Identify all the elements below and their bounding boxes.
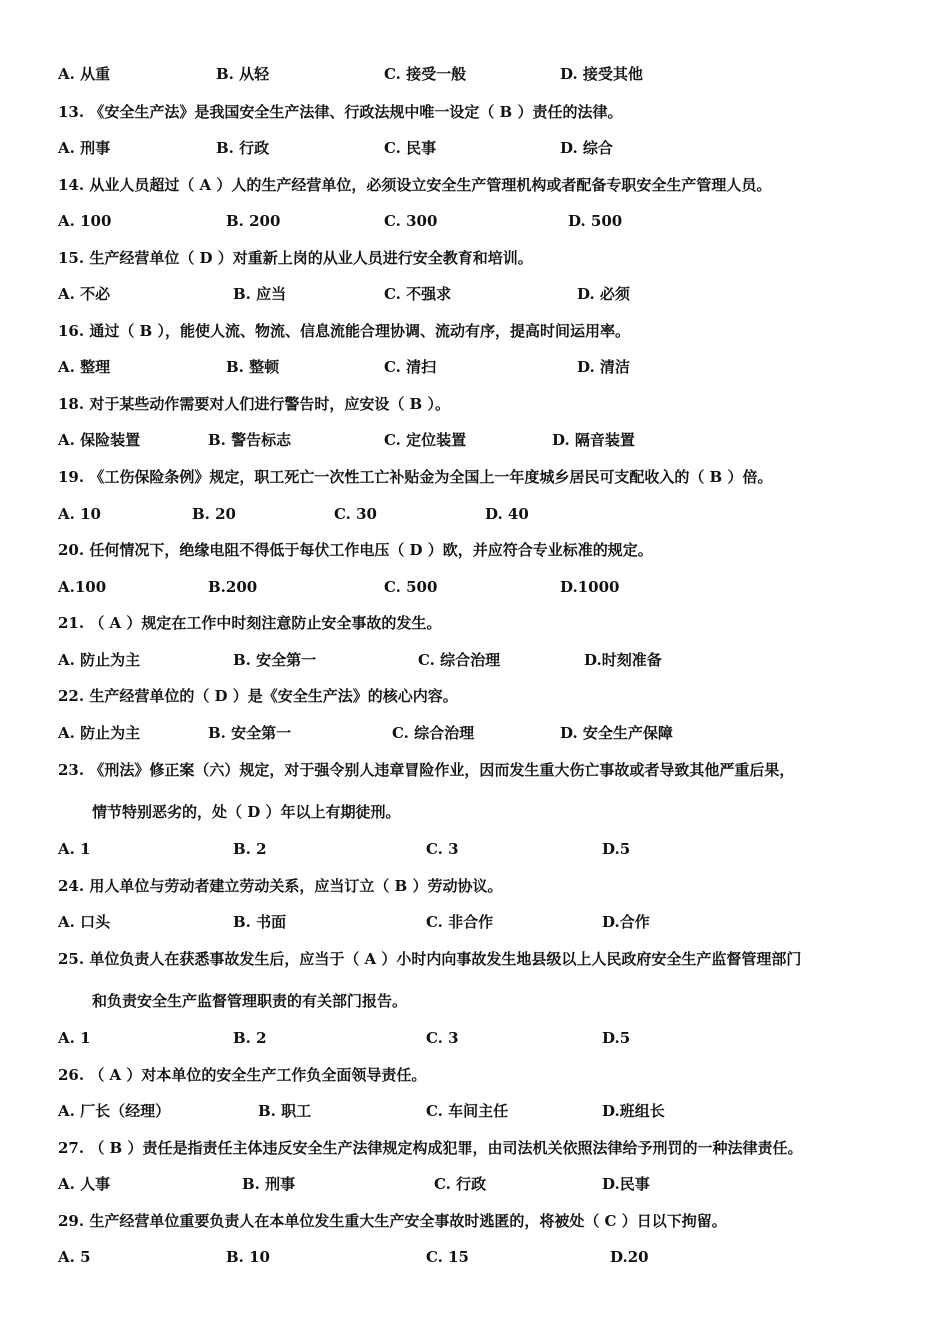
question-text: 13. 《安全生产法》是我国安全生产法律、行政法规中唯一设定（ B ）责任的法律。 bbox=[58, 103, 623, 121]
answer-option: D.20 bbox=[610, 1248, 649, 1266]
question-text: 22. 生产经营单位的（ D ）是《安全生产法》的核心内容。 bbox=[58, 687, 458, 705]
answer-option: D.合作 bbox=[602, 913, 650, 931]
answer-option: A. 10 bbox=[58, 505, 101, 523]
answer-option: A. 从重 bbox=[58, 65, 111, 83]
answer-option: D.民事 bbox=[602, 1175, 650, 1193]
answer-option: A. 人事 bbox=[58, 1175, 111, 1193]
answer-option: A. 1 bbox=[58, 840, 91, 858]
answer-option: C. 不强求 bbox=[384, 285, 452, 303]
answer-option: B. 从轻 bbox=[216, 65, 270, 83]
answer-option: B.200 bbox=[208, 578, 258, 596]
answer-option: D.1000 bbox=[560, 578, 620, 596]
answer-option: C. 综合治理 bbox=[392, 724, 475, 742]
answer-option: A. 100 bbox=[58, 212, 112, 230]
question-text: 24. 用人单位与劳动者建立劳动关系，应当订立（ B ）劳动协议。 bbox=[58, 877, 503, 895]
question-text: 15. 生产经营单位（ D ）对重新上岗的从业人员进行安全教育和培训。 bbox=[58, 249, 533, 267]
answer-option: C. 3 bbox=[426, 840, 459, 858]
question-text: 14. 从业人员超过（ A ）人的生产经营单位，必须设立安全生产管理机构或者配备专职安全生产管理人员。 bbox=[58, 176, 772, 194]
answer-option: B. 职工 bbox=[258, 1102, 312, 1120]
answer-option: B. 10 bbox=[226, 1248, 270, 1266]
answer-option: D. 综合 bbox=[560, 139, 613, 157]
question-text: 20. 任何情况下，绝缘电阻不得低于每伏工作电压（ D ）欧，并应符合专业标准的规定。 bbox=[58, 541, 653, 559]
answer-option: D. 接受其他 bbox=[560, 65, 643, 83]
answer-option: C. 接受一般 bbox=[384, 65, 467, 83]
question-text: 26. （ A ）对本单位的安全生产工作负全面领导责任。 bbox=[58, 1066, 427, 1084]
answer-option: C. 综合治理 bbox=[418, 651, 501, 669]
answer-option: A. 口头 bbox=[58, 913, 111, 931]
question-text: 29. 生产经营单位重要负责人在本单位发生重大生产安全事故时逃匿的，将被处（ C ）日以下拘留。 bbox=[58, 1212, 727, 1230]
answer-option: B. 应当 bbox=[233, 285, 287, 303]
answer-option: B. 2 bbox=[233, 1029, 267, 1047]
question-text: 16. 通过（ B ），能使人流、物流、信息流能合理协调、流动有序，提高时间运用率。 bbox=[58, 322, 630, 340]
answer-option: C. 500 bbox=[384, 578, 438, 596]
answer-option: A. 5 bbox=[58, 1248, 91, 1266]
answer-option: D.5 bbox=[602, 1029, 631, 1047]
question-text: 27. （ B ）责任是指责任主体违反安全生产法律规定构成犯罪，由司法机关依照法律给予刑罚的一种法律责任。 bbox=[58, 1139, 803, 1157]
answer-option: B. 行政 bbox=[216, 139, 270, 157]
answer-option: B. 安全第一 bbox=[233, 651, 317, 669]
answer-option: A. 保险装置 bbox=[58, 431, 141, 449]
question-text: 25. 单位负责人在获悉事故发生后，应当于（ A ）小时内向事故发生地县级以上人民政府安全生产监督管理部门 bbox=[58, 950, 802, 968]
answer-option: D. 隔音装置 bbox=[552, 431, 635, 449]
answer-option: D. 40 bbox=[485, 505, 529, 523]
answer-option: B. 警告标志 bbox=[208, 431, 292, 449]
question-text: 23. 《刑法》修正案（六）规定，对于强令别人违章冒险作业，因而发生重大伤亡事故或者导致其他严重后果， bbox=[58, 761, 795, 779]
answer-option: D. 必须 bbox=[577, 285, 630, 303]
answer-option: B. 200 bbox=[226, 212, 281, 230]
answer-option: C. 民事 bbox=[384, 139, 437, 157]
question-text: 21. （ A ）规定在工作中时刻注意防止安全事故的发生。 bbox=[58, 614, 442, 632]
answer-option: A. 防止为主 bbox=[58, 651, 141, 669]
question-text: 18. 对于某些动作需要对人们进行警告时，应安设（ B ）。 bbox=[58, 395, 450, 413]
answer-option: A. 不必 bbox=[58, 285, 111, 303]
answer-option: C. 3 bbox=[426, 1029, 459, 1047]
question-continuation: 和负责安全生产监督管理职责的有关部门报告。 bbox=[92, 992, 408, 1010]
answer-option: C. 行政 bbox=[434, 1175, 487, 1193]
answer-option: A. 厂长（经理） bbox=[58, 1102, 171, 1120]
question-text: 19. 《工伤保险条例》规定，职工死亡一次性工亡补贴金为全国上一年度城乡居民可支配收入的（ B ）倍。 bbox=[58, 468, 773, 486]
answer-option: D. 500 bbox=[568, 212, 623, 230]
answer-option: A. 整理 bbox=[58, 358, 111, 376]
answer-option: B. 整顿 bbox=[226, 358, 280, 376]
answer-option: B. 安全第一 bbox=[208, 724, 292, 742]
question-continuation: 情节特别恶劣的，处（ D ）年以上有期徒刑。 bbox=[92, 803, 401, 821]
answer-option: C. 非合作 bbox=[426, 913, 494, 931]
answer-option: D.班组长 bbox=[602, 1102, 665, 1120]
answer-option: A. 刑事 bbox=[58, 139, 111, 157]
answer-option: A. 防止为主 bbox=[58, 724, 141, 742]
answer-option: B. 2 bbox=[233, 840, 267, 858]
answer-option: C. 清扫 bbox=[384, 358, 437, 376]
answer-option: B. 书面 bbox=[233, 913, 287, 931]
answer-option: C. 30 bbox=[334, 505, 377, 523]
answer-option: A.100 bbox=[58, 578, 107, 596]
answer-option: C. 定位装置 bbox=[384, 431, 467, 449]
answer-option: C. 15 bbox=[426, 1248, 469, 1266]
answer-option: D. 安全生产保障 bbox=[560, 724, 673, 742]
answer-option: D.5 bbox=[602, 840, 631, 858]
answer-option: B. 刑事 bbox=[242, 1175, 296, 1193]
answer-option: A. 1 bbox=[58, 1029, 91, 1047]
answer-option: C. 300 bbox=[384, 212, 438, 230]
answer-option: D.时刻准备 bbox=[584, 651, 662, 669]
answer-option: C. 车间主任 bbox=[426, 1102, 509, 1120]
answer-option: B. 20 bbox=[192, 505, 236, 523]
answer-option: D. 清洁 bbox=[577, 358, 630, 376]
